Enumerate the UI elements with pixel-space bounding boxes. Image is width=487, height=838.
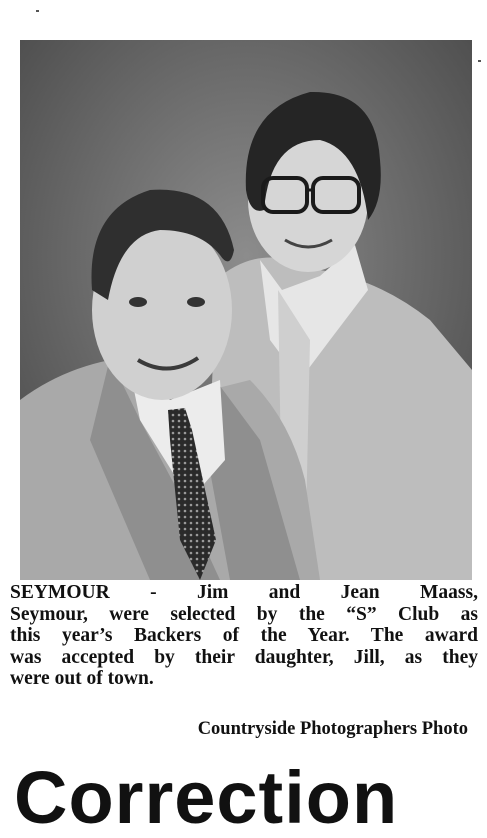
photo-caption — [10, 582, 478, 690]
caption-line: was accepted by their daughter, Jill, as they — [10, 646, 478, 668]
caption-line: were out of town. — [10, 668, 154, 689]
caption-line: Seymour, were selected by the “S” Club as — [10, 603, 478, 625]
print-speck — [36, 10, 39, 12]
print-speck — [478, 60, 481, 62]
headline: Correction — [14, 758, 399, 838]
caption-line: SEYMOUR - Jim and Jean Maass, — [10, 582, 478, 603]
news-photo — [20, 40, 472, 580]
photo-credit: Countryside Photographers Photo — [197, 719, 468, 739]
caption-line: this year’s Backers of the Year. The award — [10, 625, 478, 646]
portrait-illustration — [20, 40, 472, 580]
